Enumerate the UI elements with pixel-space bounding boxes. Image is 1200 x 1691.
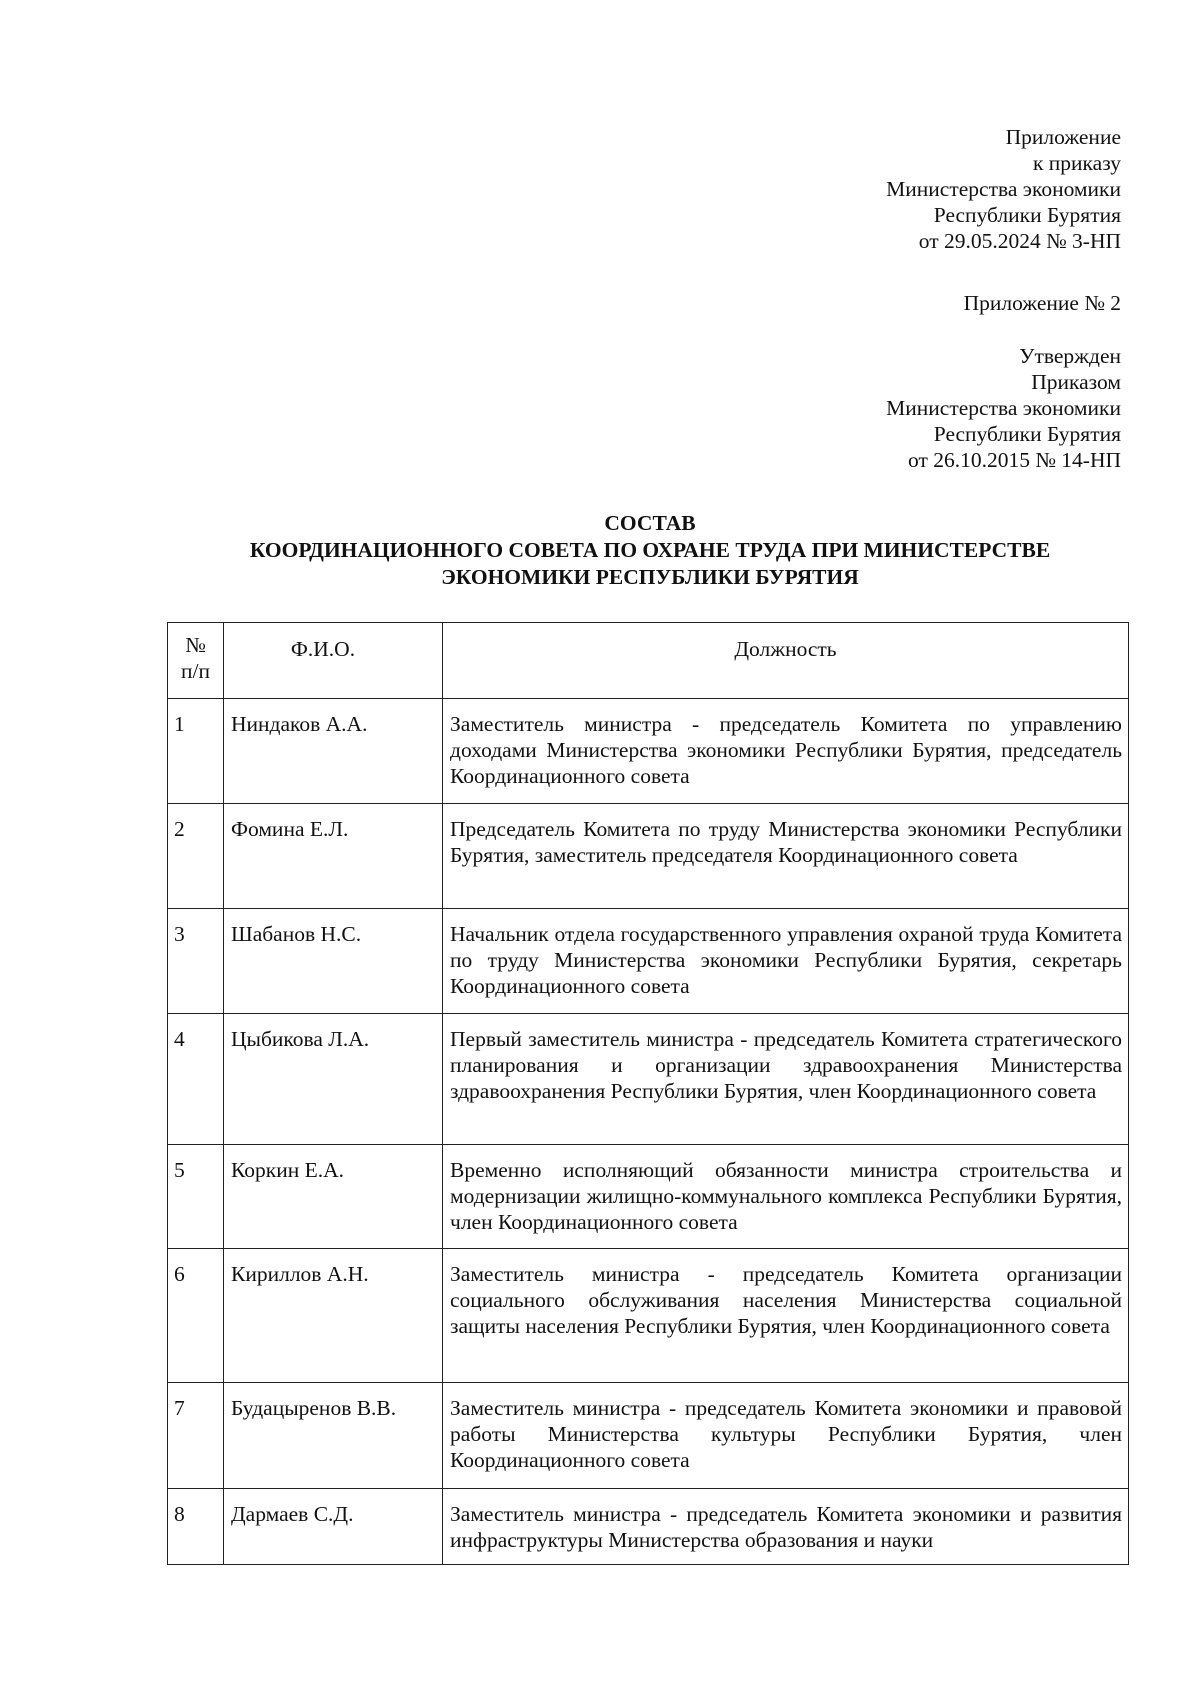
approval-line: Республики Бурятия [933,422,1121,446]
row-number: 4 [168,1014,224,1145]
row-position: Временно исполняющий обязанности министра строительства и модернизации жилищно-коммунального комплекса Республики Бурятия, член Координационного совета [443,1145,1129,1249]
table-row [168,1014,1129,1145]
header-position: Должность [443,623,1129,699]
approval-block [621,343,1121,473]
title-line-1: СОСТАВ [604,511,696,535]
appendix-header-line: Министерства экономики [886,177,1121,201]
row-name: Кириллов А.Н. [224,1249,443,1383]
row-position: Заместитель министра - председатель Комитета экономики и развития инфраструктуры Министерства образования и науки [443,1489,1129,1565]
row-name: Шабанов Н.С. [224,909,443,1014]
row-number: 6 [168,1249,224,1383]
table-row [168,699,1129,804]
table-row [168,1489,1129,1565]
members-table [167,622,1129,1565]
header-number-line-1: № [185,633,206,657]
appendix-number-text: Приложение № 2 [963,291,1121,315]
row-name: Цыбикова Л.А. [224,1014,443,1145]
header-name: Ф.И.О. [224,623,443,699]
appendix-header-line: Республики Бурятия [933,203,1121,227]
row-number: 8 [168,1489,224,1565]
approval-line: Министерства экономики [886,396,1121,420]
row-name: Коркин Е.А. [224,1145,443,1249]
row-number: 5 [168,1145,224,1249]
row-position: Заместитель министра - председатель Комитета организации социального обслуживания населения Министерства социальной защиты населения Республики Бурятия, член Координационного совета [443,1249,1129,1383]
row-name: Фомина Е.Л. [224,804,443,909]
row-number: 3 [168,909,224,1014]
appendix-number [621,290,1121,316]
row-position: Начальник отдела государственного управления охраной труда Комитета по труду Министерства экономики Республики Бурятия, секретарь Координационного совета [443,909,1129,1014]
table-row [168,909,1129,1014]
approval-line: от 26.10.2015 № 14-НП [908,448,1121,472]
row-number: 1 [168,699,224,804]
header-number [168,623,224,699]
appendix-header-line: Приложение [1005,125,1121,149]
title-line-3: ЭКОНОМИКИ РЕСПУБЛИКИ БУРЯТИЯ [441,565,859,589]
row-number: 7 [168,1383,224,1489]
approval-line: Утвержден [1019,344,1121,368]
table-row [168,804,1129,909]
appendix-header-line: к приказу [1032,151,1121,175]
row-name: Ниндаков А.А. [224,699,443,804]
approval-line: Приказом [1031,370,1121,394]
row-number: 2 [168,804,224,909]
title-line-2: КООРДИНАЦИОННОГО СОВЕТА ПО ОХРАНЕ ТРУДА ПРИ МИНИСТЕРСТВЕ [249,538,1051,562]
row-position: Заместитель министра - председатель Комитета по управлению доходами Министерства экономики Республики Бурятия, председатель Координационного совета [443,699,1129,804]
table-header-row [168,623,1129,699]
table-row [168,1145,1129,1249]
table-row [168,1383,1129,1489]
row-position: Председатель Комитета по труду Министерства экономики Республики Бурятия, заместитель председателя Координационного совета [443,804,1129,909]
row-position: Первый заместитель министра - председатель Комитета стратегического планирования и организации здравоохранения Министерства здравоохранения Республики Бурятия, член Координационного совета [443,1014,1129,1145]
table-row [168,1249,1129,1383]
header-number-line-2: п/п [181,659,210,683]
row-name: Будацыренов В.В. [224,1383,443,1489]
row-position: Заместитель министра - председатель Комитета экономики и правовой работы Министерства культуры Республики Бурятия, член Координационного совета [443,1383,1129,1489]
row-name: Дармаев С.Д. [224,1489,443,1565]
document-title [160,510,1140,591]
appendix-header-line: от 29.05.2024 № 3-НП [918,229,1121,253]
appendix-header [621,124,1121,254]
